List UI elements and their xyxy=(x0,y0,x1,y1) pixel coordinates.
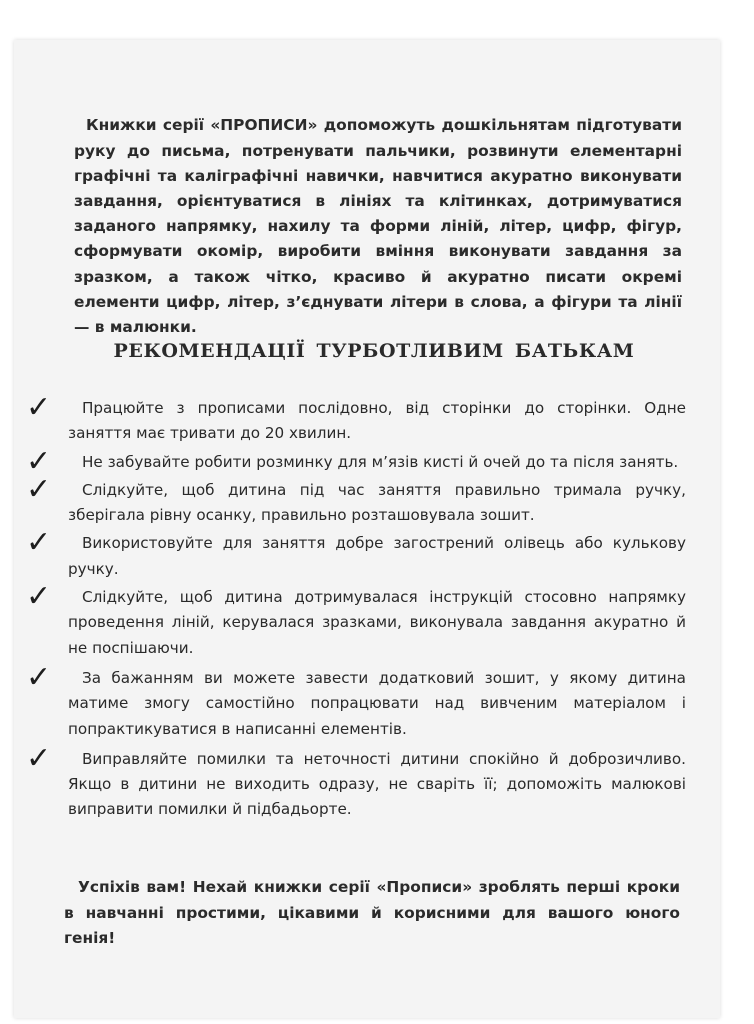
closing-paragraph: Успіхів вам! Нехай книжки серії «Прописи» зроблять перші кроки в навчанні простими, цікавими й корисними для вашого юного генія! xyxy=(64,878,680,947)
recommendation-text: Не забувайте робити розминку для м’язів кисті й очей до та після занять. xyxy=(82,452,679,471)
recommendation-text: Працюйте з прописами послідовно, від сторінки до сторінки. Одне заняття має тривати до 20 хвилин. xyxy=(68,399,686,443)
recommendation-text: Слідкуйте, щоб дитина дотримувалася інструкцій стосовно напрямку проведення ліній, керувалася зразками, виконувала завдання акуратно й не поспішаючи. xyxy=(68,588,686,657)
recommendation-text: Виправляйте помилки та неточності дитини спокійно й доброзичливо. Якщо в дитини не виходить одразу, не сваріть її; допоможіть малюкові виправити помилки й підбадьорте. xyxy=(68,749,686,819)
recommendation-text: Слідкуйте, щоб дитина під час заняття правильно тримала ручку, зберігала рівну осанку, правильно розташовувала зошит. xyxy=(68,480,686,525)
check-mark-icon: ✓ xyxy=(26,471,52,507)
recommendation-item xyxy=(26,525,686,582)
intro-paragraph: Книжки серії «ПРОПИСИ» допоможуть дошкільнятам підготувати руку до письма, потренувати пальчики, розвинути елементарні графічні та каліграфічні навички, навчитися акуратно виконувати завдання, орієнтуватися в лініях та клітинках, дотримуватися заданого напрямку, нахилу та форми ліній, літер, цифр, фігур, сформувати окомір, виробити вміння виконувати завдання за зразком, а також чітко, красиво й акуратно писати окремі елементи цифр, літер, з’єднувати літери в слова, а фігури та лінії — в малюнки. xyxy=(74,116,682,337)
section-heading: РЕКОМЕНДАЦІЇ ТУРБОТЛИВИМ БАТЬКАМ xyxy=(113,340,635,362)
recommendations-list xyxy=(26,390,686,823)
check-mark-icon: ✓ xyxy=(26,390,52,425)
document-page xyxy=(14,40,720,1018)
recommendation-text: За бажанням ви можете завести додатковий зошит, у якому дитина матиме змогу самостійно попрацювати над вивченим матеріалом і попрактикуватися в написанні елементів. xyxy=(68,668,686,738)
check-mark-icon: ✓ xyxy=(26,579,52,615)
recommendation-item xyxy=(26,740,686,823)
recommendation-item xyxy=(26,390,686,447)
check-mark-icon: ✓ xyxy=(26,443,52,479)
recommendation-text: Використовуйте для заняття добре загострений олівець або кулькову ручку. xyxy=(68,534,686,578)
check-mark-icon: ✓ xyxy=(26,659,52,695)
check-mark-icon: ✓ xyxy=(26,525,52,561)
recommendation-item xyxy=(26,659,686,742)
recommendation-item xyxy=(26,443,686,479)
recommendation-item xyxy=(26,471,686,529)
check-mark-icon: ✓ xyxy=(26,740,52,776)
recommendation-item xyxy=(26,579,686,661)
